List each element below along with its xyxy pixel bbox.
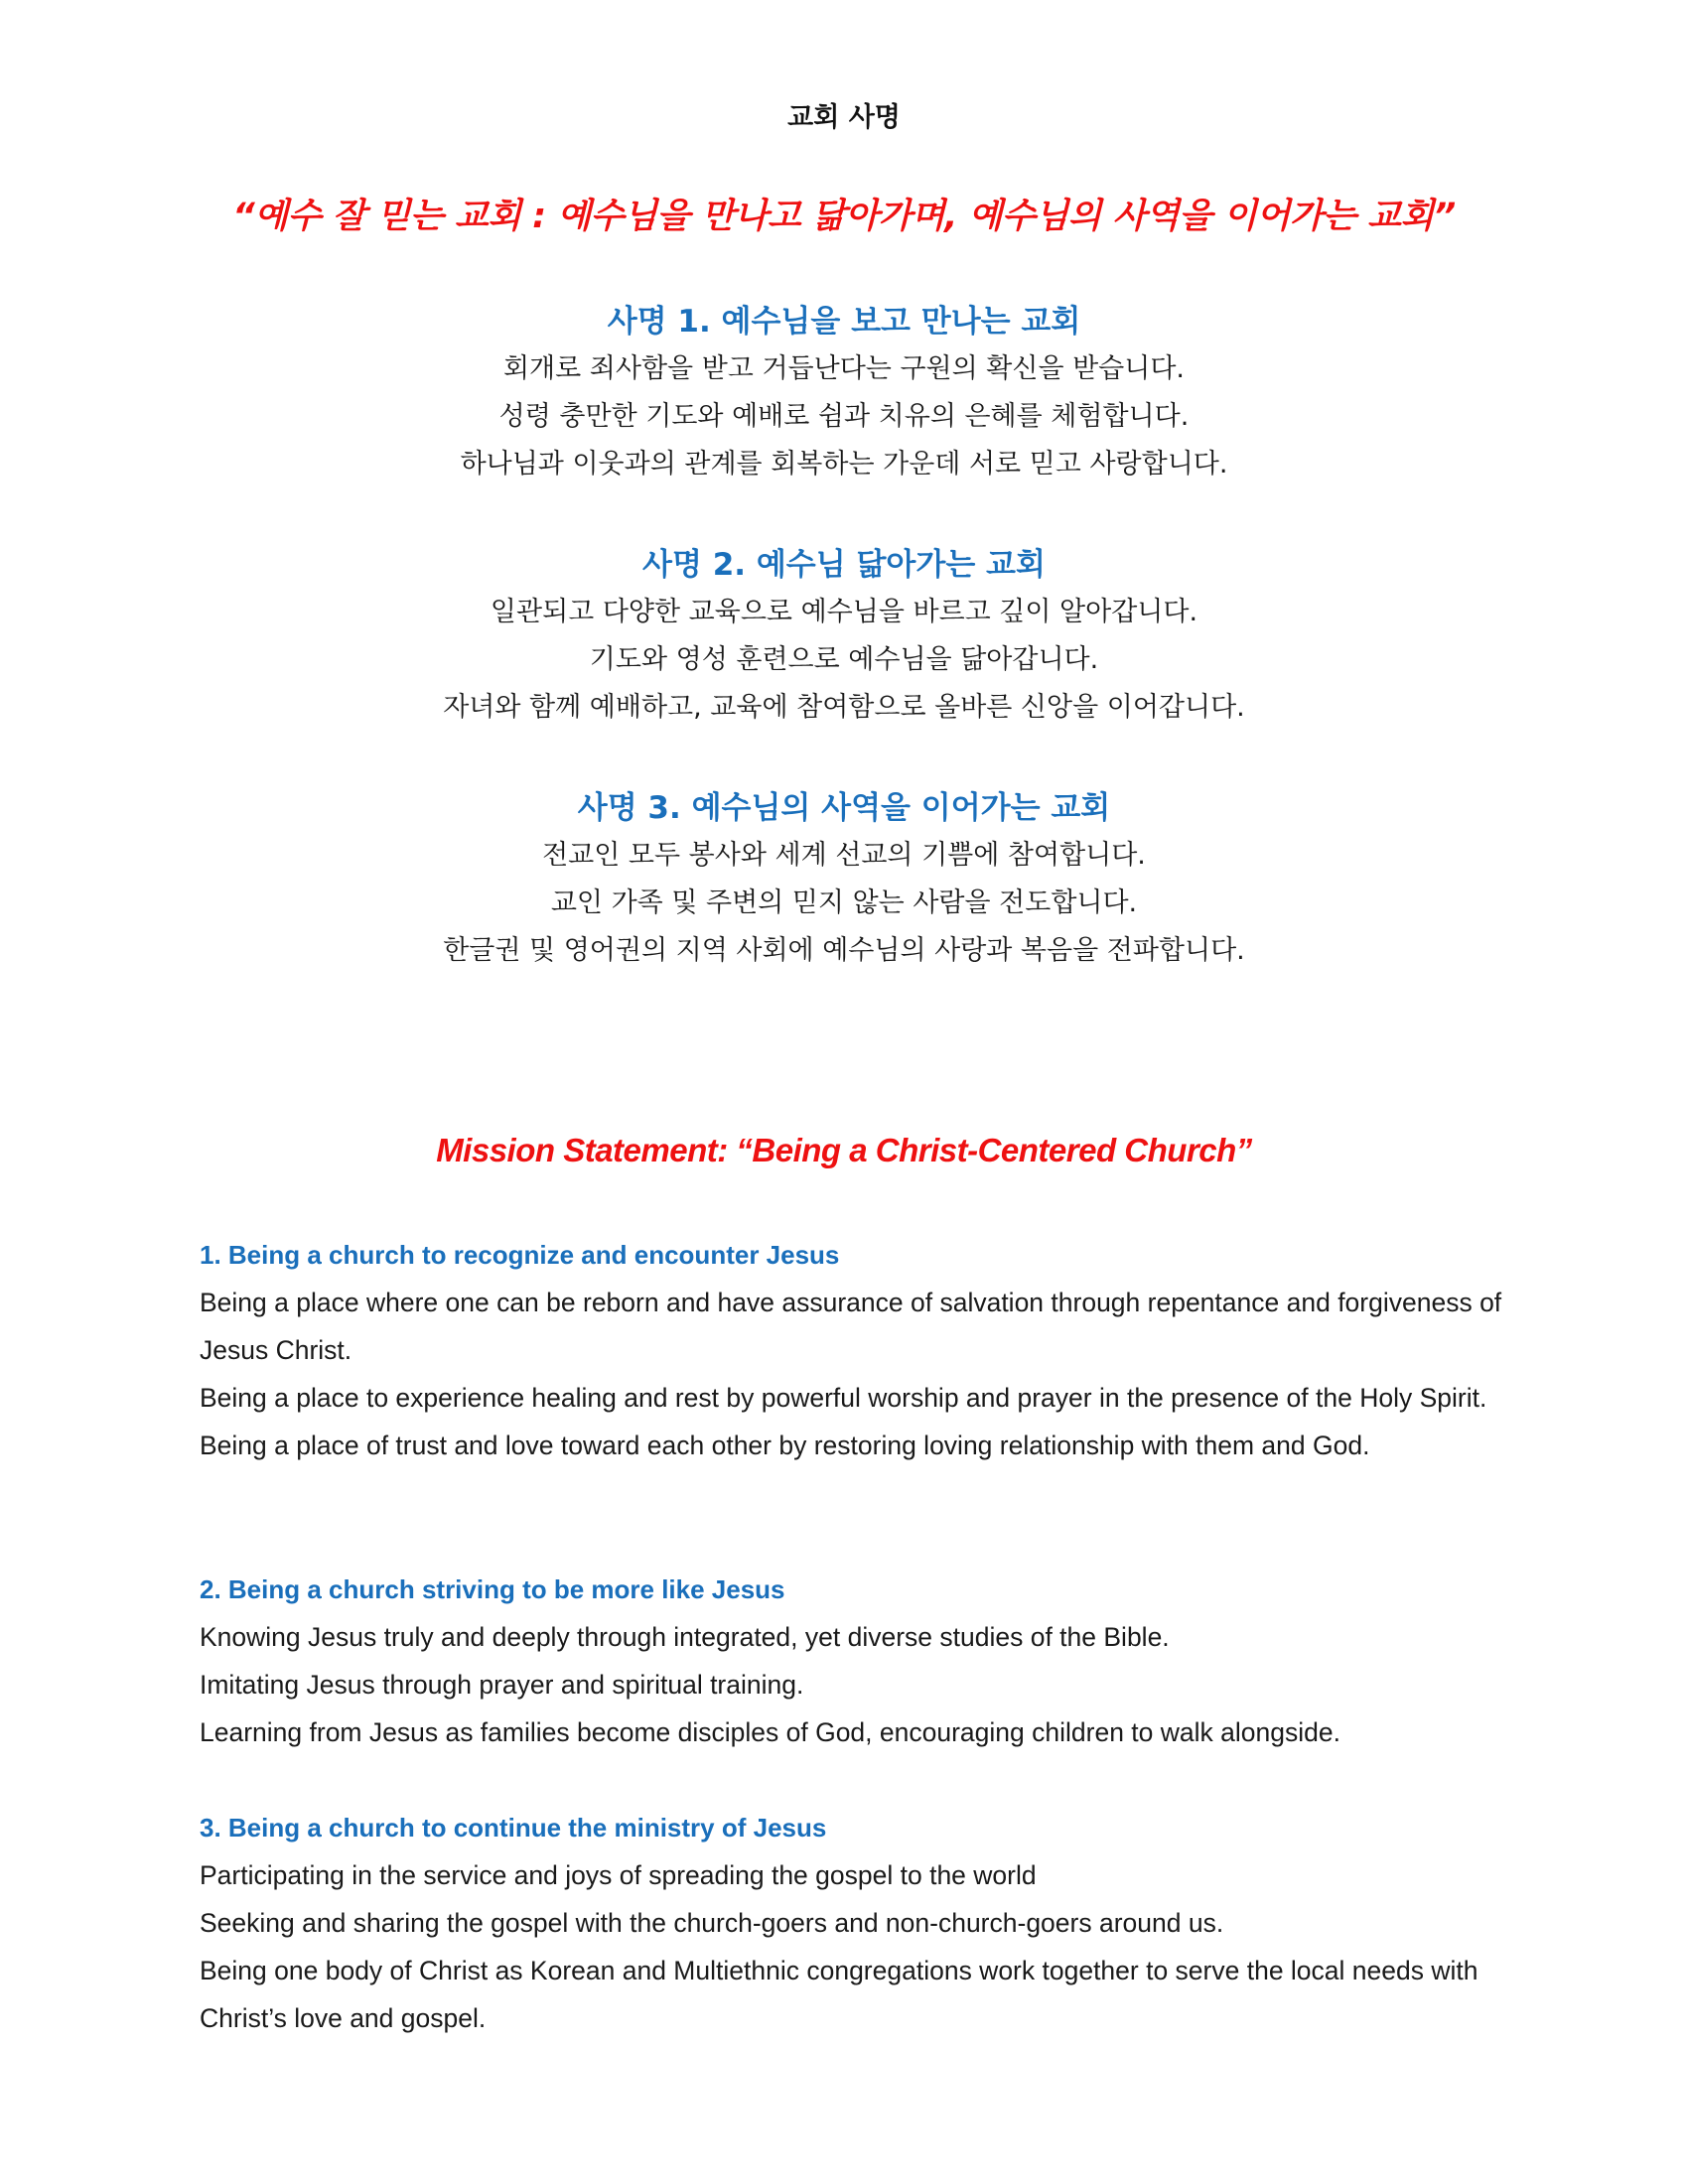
document-title: 교회 사명 [787,102,901,133]
english-mission-heading: 1. Being a church to recognize and encounter Jesus [200,1240,840,1270]
english-mission-2 [200,1566,1510,1756]
korean-mission-2 [0,541,1688,732]
korean-mission-heading: 사명 2. 예수님 닮아가는 교회 [642,547,1046,583]
english-mission-line: Imitating Jesus through prayer and spiritual training. [200,1670,804,1700]
english-mission-3 [200,1804,1510,2042]
korean-mission-line: 전교인 모두 봉사와 세계 선교의 기쁨에 참여합니다. [542,840,1146,871]
english-mission-title: Mission Statement: “Being a Christ-Centered Church” [436,1132,1252,1168]
korean-mission-line: 교인 가족 및 주변의 믿지 않는 사람을 전도합니다. [550,887,1138,918]
english-mission-heading: 2. Being a church striving to be more like Jesus [200,1574,785,1604]
english-mission-line: Being a place to experience healing and rest by powerful worship and prayer in the presence of the Holy Spirit. [200,1383,1487,1413]
church-slogan: “예수 잘 믿는 교회 : 예수님을 만나고 닮아가며, 예수님의 사역을 이어가는 교회” [232,197,1456,236]
korean-mission-line: 한글권 및 영어권의 지역 사회에 예수님의 사랑과 복음을 전파합니다. [443,935,1245,966]
korean-mission-line: 회개로 죄사함을 받고 거듭난다는 구원의 확신을 받습니다. [502,353,1186,384]
english-mission-heading: 3. Being a church to continue the ministry of Jesus [200,1813,827,1843]
english-mission-line: Seeking and sharing the gospel with the church-goers and non-church-goers around us. [200,1908,1224,1938]
korean-mission-3 [0,784,1688,975]
korean-mission-line: 하나님과 이웃과의 관계를 회복하는 가운데 서로 믿고 사랑합니다. [460,449,1228,479]
english-mission-line: Knowing Jesus truly and deeply through integrated, yet diverse studies of the Bible. [200,1622,1170,1652]
korean-mission-1 [0,298,1688,488]
korean-mission-line: 일관되고 다양한 교육으로 예수님을 바르고 깊이 알아갑니다. [490,597,1198,627]
english-mission-line: Participating in the service and joys of spreading the gospel to the world [200,1860,1037,1890]
english-mission-line: Being a place where one can be reborn and have assurance of salvation through repentance and forgiveness of Jesus Christ. [200,1288,1502,1365]
korean-mission-heading: 사명 1. 예수님을 보고 만나는 교회 [607,304,1081,340]
korean-mission-line: 성령 충만한 기도와 예배로 쉼과 치유의 은혜를 체험합니다. [498,401,1190,432]
korean-mission-heading: 사명 3. 예수님의 사역을 이어가는 교회 [577,790,1111,826]
english-mission-line: Learning from Jesus as families become disciples of God, encouraging children to walk alongside. [200,1717,1340,1747]
english-mission-line: Being one body of Christ as Korean and Multiethnic congregations work together to serve the local needs with Christ’s love and gospel. [200,1956,1478,2033]
korean-mission-line: 자녀와 함께 예배하고, 교육에 참여함으로 올바른 신앙을 이어갑니다. [443,692,1245,723]
english-mission-1 [200,1231,1510,1469]
english-mission-line: Being a place of trust and love toward each other by restoring loving relationship with them and God. [200,1431,1370,1460]
korean-mission-line: 기도와 영성 훈련으로 예수님을 닮아갑니다. [589,644,1099,675]
